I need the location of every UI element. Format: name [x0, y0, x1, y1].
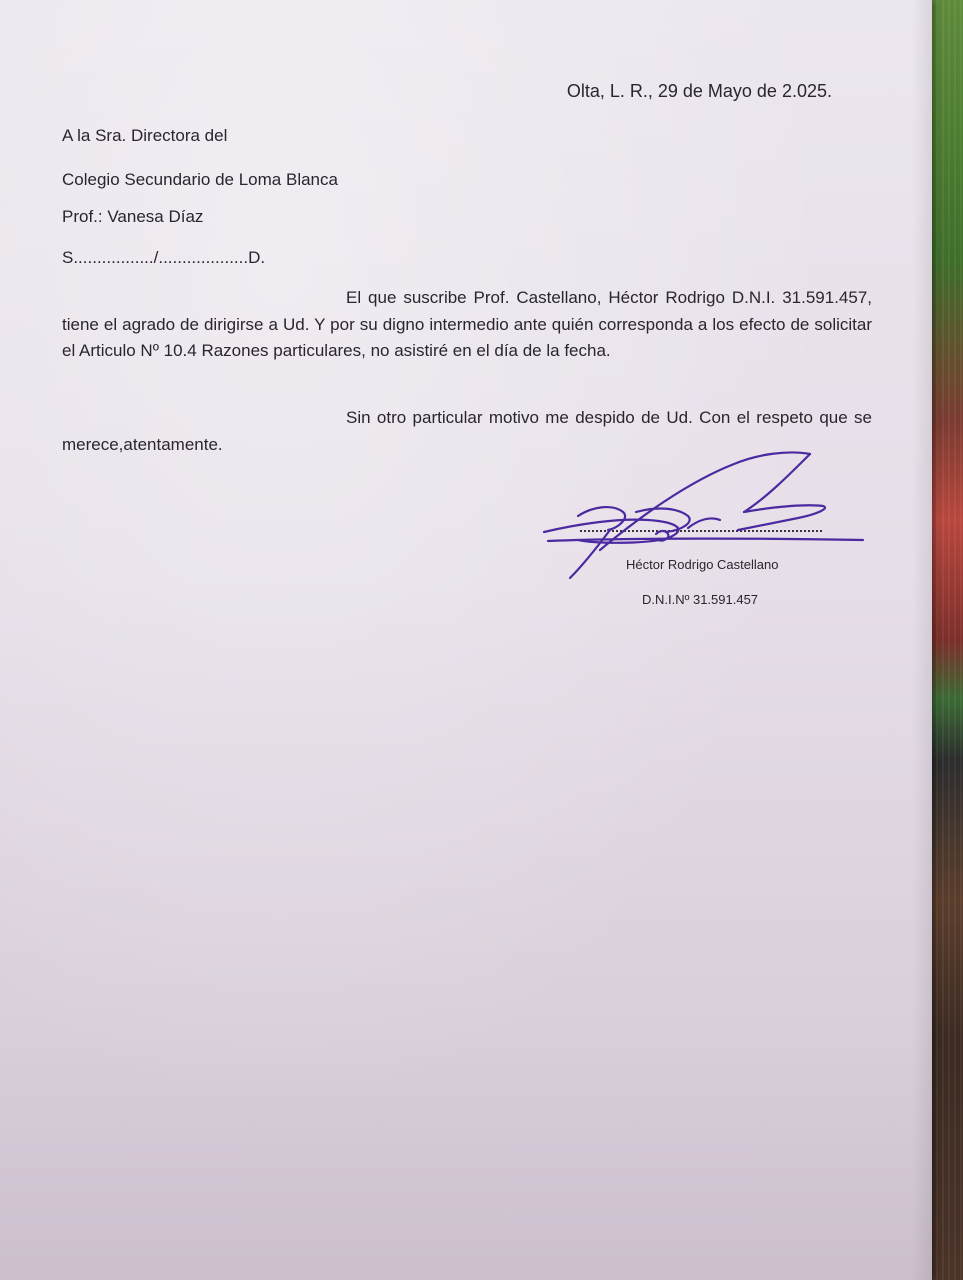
date-line: Olta, L. R., 29 de Mayo de 2.025. — [566, 81, 832, 101]
signatory-name: Héctor Rodrigo Castellano — [626, 557, 779, 572]
paper-edge-shadow — [912, 0, 932, 1280]
recipient-line-2: Colegio Secundario de Loma Blanca — [62, 170, 338, 189]
body-paragraph-1: El que suscribe Prof. Castellano, Héctor Rodrigo D.N.I. 31.591.457, tiene el agrado de dirigirse a Ud. Y por su digno intermedio ante quién corresponda a los efecto de solicitar el Articulo Nº 10.4 Razones particulares, no asistiré en el día de la fecha. — [62, 288, 872, 360]
recipient-line-3: Prof.: Vanesa Díaz — [62, 207, 204, 226]
recipient-line-4: S................./...................D. — [62, 248, 266, 267]
signatory-dni: D.N.I.Nº 31.591.457 — [642, 592, 759, 607]
recipient-line-1: A la Sra. Directora del — [62, 126, 228, 145]
body-paragraph-2: Sin otro particular motivo me despido de Ud. Con el respeto que se merece,atentamente. — [62, 408, 872, 454]
